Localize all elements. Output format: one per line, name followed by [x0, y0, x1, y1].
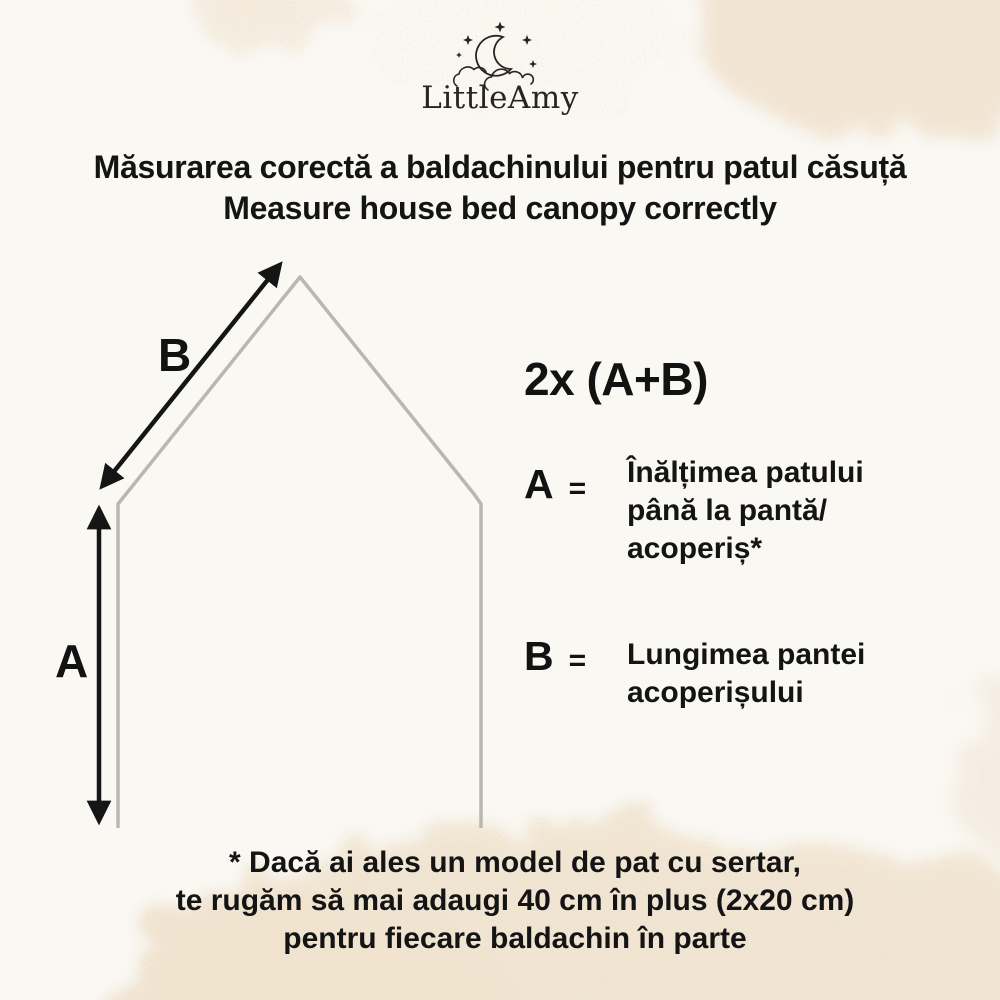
legend-b-symbol — [524, 633, 586, 680]
legend-b-description — [627, 636, 865, 712]
legend-a-symbol — [524, 461, 586, 508]
diagram-label-a: A — [55, 635, 89, 687]
page-title — [0, 147, 1000, 229]
legend-a-equals: = — [568, 472, 587, 505]
footnote-line2: te rugăm să mai adaugi 40 cm în plus (2x20 cm) — [175, 884, 855, 917]
formula-text: 2x (A+B) — [524, 353, 708, 405]
legend-b-letter: B — [524, 633, 554, 679]
legend-b-line2: acoperișului — [627, 676, 804, 709]
footnote — [15, 844, 1000, 958]
title-romanian: Măsurarea corectă a baldachinului pentru patul căsuță — [93, 149, 907, 185]
diagram-label-b: B — [158, 329, 192, 381]
legend-a-line1: Înălțimea patului — [627, 456, 864, 489]
footnote-line3: pentru fiecare baldachin în parte — [283, 922, 747, 955]
legend-a-line2: până la pantă/ — [627, 494, 828, 527]
footnote-line1: * Dacă ai ales un model de pat cu sertar, — [229, 846, 801, 879]
legend-b-line1: Lungimea pantei — [627, 638, 866, 671]
legend-a-description — [627, 454, 864, 568]
legend-b-equals: = — [568, 644, 587, 677]
legend-a-line3: acoperiș* — [627, 532, 763, 565]
title-english: Measure house bed canopy correctly — [223, 190, 777, 226]
brand-name: LittleAmy — [421, 80, 579, 116]
legend-a-letter: A — [524, 461, 554, 507]
